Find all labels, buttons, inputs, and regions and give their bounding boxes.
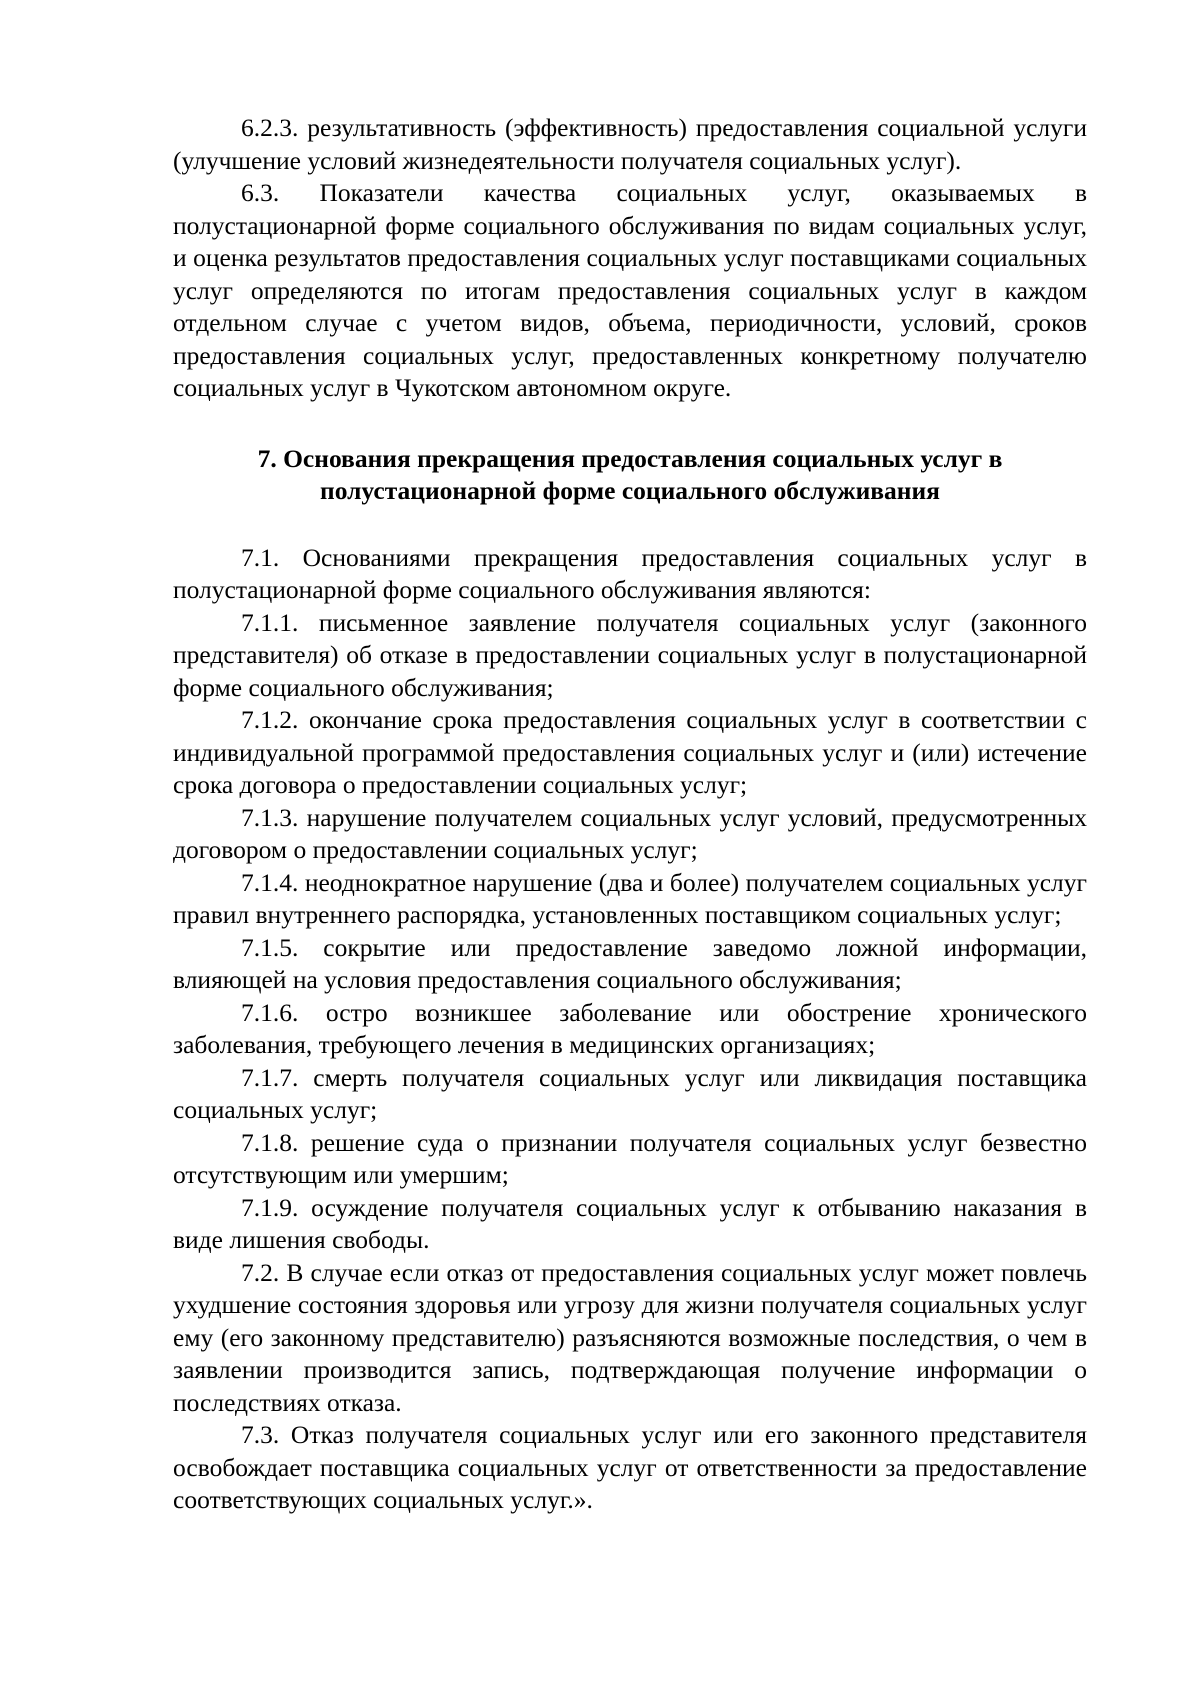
- paragraph-6-3: 6.3. Показатели качества социальных услуг, оказываемых в полустационарной форме социального обслуживания по видам социальных услуг, и оценка результатов предоставления социальных услуг поставщиками социальных услуг определяются по итогам предоставления социальных услуг в каждом отдельном случае с учетом видов, объема, периодичности, условий, сроков предоставления социальных услуг, предоставленных конкретному получателю социальных услуг в Чукотском автономном округе.: [173, 178, 1087, 402]
- paragraph-7-2: 7.2. В случае если отказ от предоставления социальных услуг может повлечь ухудшение состояния здоровья или угрозу для жизни получателя социальных услуг ему (его законному представителю) разъясняются возможные последствия, о чем в заявлении производится запись, подтверждающая получение информации о последствиях отказа.: [173, 1257, 1087, 1417]
- paragraph-7-1-5: 7.1.5. сокрытие или предоставление заведомо ложной информации, влияющей на условия предоставления социального обслуживания;: [173, 932, 1087, 994]
- paragraph-7-1-4: 7.1.4. неоднократное нарушение (два и более) получателем социальных услуг правил внутреннего распорядка, установленных поставщиком социальных услуг;: [173, 867, 1087, 929]
- paragraph-7-1-7: 7.1.7. смерть получателя социальных услуг или ликвидация поставщика социальных услуг;: [173, 1062, 1087, 1124]
- paragraph-7-1-2: 7.1.2. окончание срока предоставления социальных услуг в соответствии с индивидуальной программой предоставления социальных услуг и (или) истечение срока договора о предоставлении социальных услуг;: [173, 705, 1087, 799]
- paragraph-6-2-3: 6.2.3. результативность (эффективность) предоставления социальной услуги (улучшение условий жизнедеятельности получателя социальных услуг).: [173, 113, 1087, 175]
- paragraph-7-1-9: 7.1.9. осуждение получателя социальных услуг к отбыванию наказания в виде лишения свободы.: [173, 1192, 1087, 1254]
- paragraph-7-1-3: 7.1.3. нарушение получателем социальных услуг условий, предусмотренных договором о предоставлении социальных услуг;: [173, 802, 1087, 864]
- paragraph-7-1-8: 7.1.8. решение суда о признании получателя социальных услуг безвестно отсутствующим или умершим;: [173, 1127, 1087, 1189]
- paragraph-7-3: 7.3. Отказ получателя социальных услуг или его законного представителя освобождает поставщика социальных услуг от ответственности за предоставление соответствующих социальных услуг.».: [173, 1420, 1087, 1514]
- section-7-heading: 7. Основания прекращения предоставления социальных услуг в полустационарной форме социального обслуживания: [257, 443, 1003, 505]
- paragraph-7-1-6: 7.1.6. остро возникшее заболевание или обострение хронического заболевания, требующего лечения в медицинских организациях;: [173, 997, 1087, 1059]
- paragraph-7-1-1: 7.1.1. письменное заявление получателя социальных услуг (законного представителя) об отказе в предоставлении социальных услуг в полустационарной форме социального обслуживания;: [173, 607, 1087, 702]
- paragraph-7-1: 7.1. Основаниями прекращения предоставления социальных услуг в полустационарной форме социального обслуживания являются:: [173, 542, 1087, 604]
